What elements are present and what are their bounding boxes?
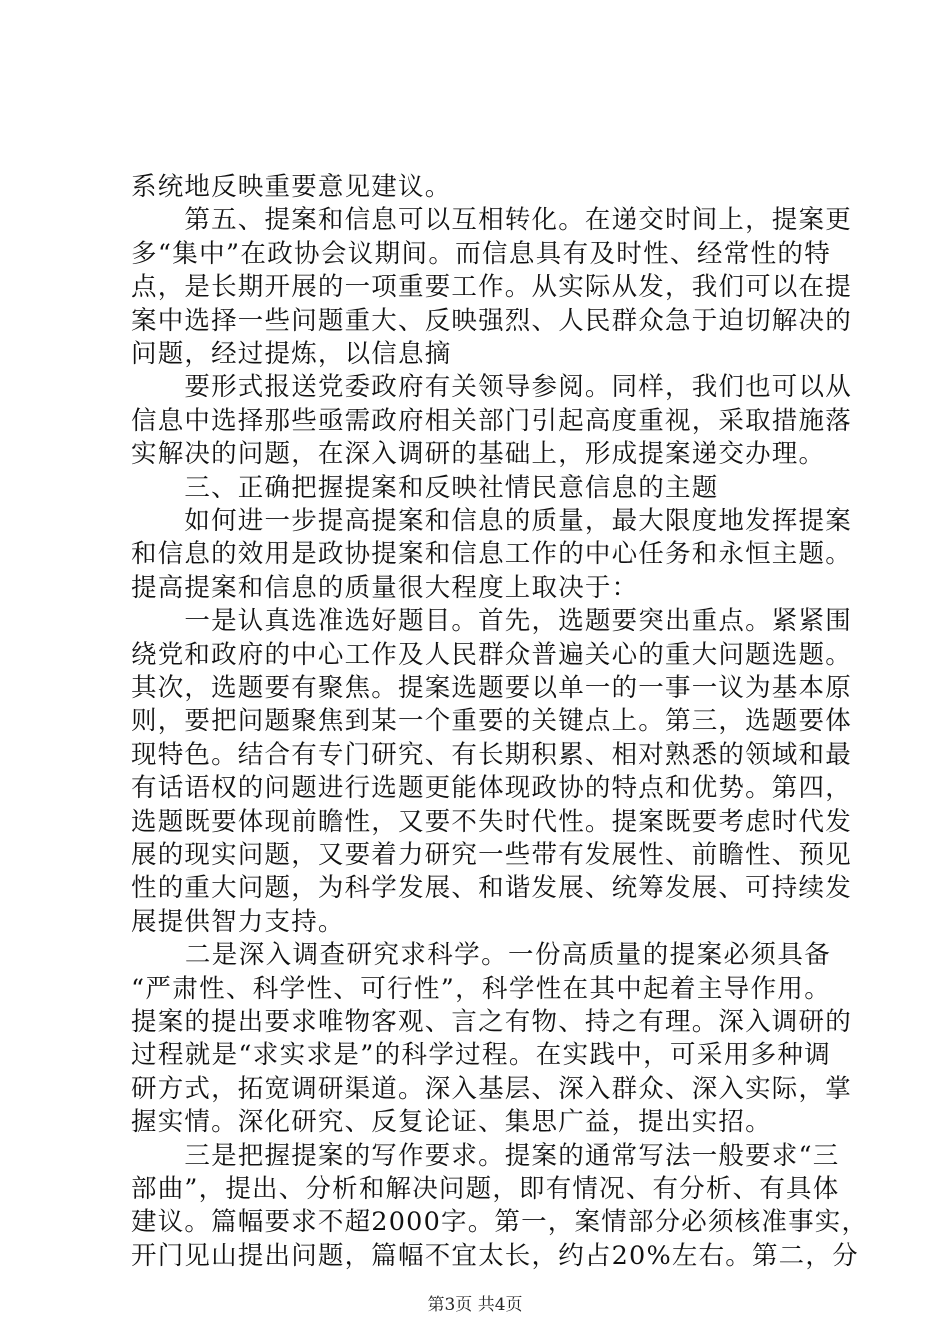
text-line: 绕党和政府的中心工作及人民群众普遍关心的重大问题选题。 [131, 639, 852, 670]
text-line: 提案的提出要求唯物客观、言之有物、持之有理。深入调研的 [131, 1007, 852, 1037]
text-line: 现特色。结合有专门研究、有长期积累、相对熟悉的领域和最 [131, 739, 852, 770]
text-line: 性的重大问题，为科学发展、和谐发展、统筹发展、可持续发 [131, 873, 852, 904]
text-line: 多“集中”在政协会议期间。而信息具有及时性、经常性的特 [131, 238, 831, 269]
text-line: 实解决的问题，在深入调研的基础上，形成提案递交办理。 [131, 439, 826, 470]
text-line: “严肃性、科学性、可行性”，科学性在其中起着主导作用。 [131, 973, 831, 1004]
text-line: 系统地反映重要意见建议。 [131, 172, 452, 202]
text-line: 信息中选择那些亟需政府相关部门引起高度重视，采取措施落 [131, 405, 852, 436]
text-line: 提高提案和信息的质量很大程度上取决于： [131, 572, 639, 603]
text-line: 第五、提案和信息可以互相转化。在递交时间上，提案更 [131, 205, 852, 236]
text-line: 如何进一步提高提案和信息的质量，最大限度地发挥提案 [131, 506, 852, 536]
section-heading: 三、正确把握提案和反映社情民意信息的主题 [131, 472, 719, 503]
text-line: 案中选择一些问题重大、反映强烈、人民群众急于迫切解决的 [131, 305, 852, 336]
text-line: 展的现实问题，又要着力研究一些带有发展性、前瞻性、预见 [131, 840, 852, 870]
text-line: 部曲”，提出、分析和解决问题，即有情况、有分析、有具体 [131, 1174, 840, 1204]
text-line: 有话语权的问题进行选题更能体现政协的特点和优势。第四， [131, 773, 852, 804]
text-line: 三是把握提案的写作要求。提案的通常写法一般要求“三 [131, 1140, 840, 1171]
text-line: 过程就是“求实求是”的科学过程。在实践中，可采用多种调 [131, 1040, 831, 1071]
text-line: 其次，选题要有聚焦。提案选题要以单一的一事一议为基本原 [131, 673, 852, 703]
text-line: 研方式，拓宽调研渠道。深入基层、深入群众、深入实际，掌 [131, 1073, 852, 1104]
text-line: 展提供智力支持。 [131, 906, 345, 937]
text-line: 建议。篇幅要求不超2000字。第一，案情部分必须核准事实， [131, 1207, 869, 1238]
text-line: 要形式报送党委政府有关领导参阅。同样，我们也可以从 [131, 372, 852, 403]
page-number-footer: 第3页 共4页 [427, 1295, 523, 1316]
text-line: 开门见山提出问题，篇幅不宜太长，约占20%左右。第二，分 [131, 1240, 859, 1271]
text-line: 和信息的效用是政协提案和信息工作的中心任务和永恒主题。 [131, 539, 852, 570]
text-line: 点，是长期开展的一项重要工作。从实际从发，我们可以在提 [131, 272, 852, 303]
text-line: 二是深入调查研究求科学。一份高质量的提案必须具备 [131, 940, 831, 971]
text-line: 则，要把问题聚焦到某一个重要的关键点上。第三，选题要体 [131, 706, 852, 737]
text-line: 选题既要体现前瞻性，又要不失时代性。提案既要考虑时代发 [131, 806, 852, 837]
text-line: 问题，经过提炼，以信息摘 [131, 339, 452, 369]
text-line: 一是认真选准选好题目。首先，选题要突出重点。紧紧围 [131, 606, 852, 637]
text-line: 握实情。深化研究、反复论证、集思广益，提出实招。 [131, 1107, 772, 1138]
